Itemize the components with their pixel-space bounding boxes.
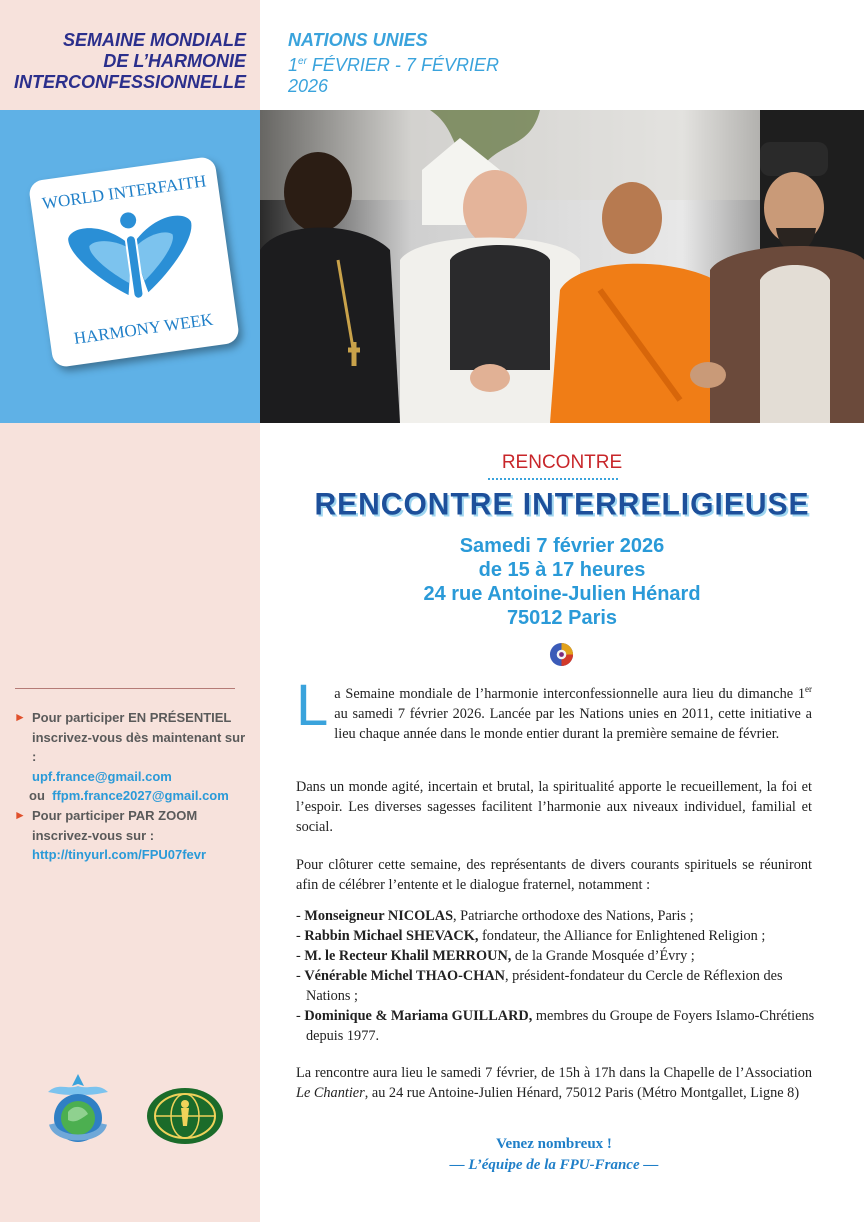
closing-signature [296, 1134, 812, 1176]
participant-desc: membres du Groupe de Foyers Islamo-Chrétiens depuis 1977. [306, 1008, 815, 1044]
zoom-heading: Pour participer PAR ZOOM [32, 808, 198, 823]
header-date-range [288, 51, 588, 76]
date-sup: er [298, 56, 307, 67]
un-style-globe-logo [144, 1086, 226, 1146]
event-address: 24 rue Antoine-Julien Hénard [423, 583, 701, 605]
participants-intro-paragraph: Pour clôturer cette semaine, des représentants de divers courants spirituels se réuniront afin de célébrer l’entente et le dialogue fraternel, notamment : [296, 857, 812, 893]
list-item: - Vénérable Michel THAO-CHAN, président-fondateur du Cercle de Réflexion des Nations ; [296, 968, 783, 1004]
drop-cap: L [296, 673, 329, 738]
zoom-registration [14, 806, 250, 865]
header-org: NATIONS UNIES [288, 30, 428, 50]
date-num: 1 [288, 55, 299, 75]
participant-name: M. le Recteur Khalil MERROUN, [304, 948, 512, 964]
religious-leaders-photo [260, 110, 864, 423]
event-title: RENCONTRE INTERRELIGIEUSE [314, 487, 810, 522]
venue-name: Le Chantier [296, 1085, 365, 1101]
event-time: de 15 à 17 heures [478, 559, 646, 581]
participant-name: Vénérable Michel THAO-CHAN [304, 968, 506, 984]
intro-sup: er [805, 684, 812, 694]
closing-team: — L’équipe de la FPU-France — [449, 1157, 659, 1173]
intro-text-a: a Semaine mondiale de l’harmonie interconfessionnelle aura lieu du dimanche 1 [334, 685, 805, 702]
zoom-link[interactable]: http://tinyurl.com/FPU07fevr [32, 847, 207, 862]
closing-invite: Venez nombreux ! [496, 1136, 612, 1152]
logo-top-text: WORLD INTERFAITH [40, 171, 208, 214]
email-link-ffpm[interactable]: ffpm.france2027@gmail.com [52, 788, 229, 803]
header-title [0, 30, 246, 93]
date-rest: FÉVRIER - 7 FÉVRIER [306, 55, 499, 75]
arrow-right-icon: ► [14, 710, 26, 724]
list-item: - Monseigneur NICOLAS, Patriarche orthodoxe des Nations, Paris ; [296, 908, 694, 924]
participants-list [296, 906, 816, 1046]
intro-text-b: au samedi 7 février 2026. Lancée par les Nations unies en 2011, cette initiative a lieu chaque année dans le monde entier durant la première semaine de février. [334, 705, 812, 742]
world-interfaith-logo [28, 156, 240, 368]
header-title-line: SEMAINE MONDIALE [62, 30, 246, 50]
list-item: - Dominique & Mariama GUILLARD, membres du Groupe de Foyers Islamo-Chrétiens depuis 1977. [296, 1008, 815, 1044]
in-person-registration [14, 708, 250, 806]
participant-desc: , président-fondateur du Cercle de Réflexion des Nations ; [306, 968, 783, 1004]
participant-desc: , Patriarche orthodoxe des Nations, Paris ; [453, 908, 694, 924]
list-item: - M. le Recteur Khalil MERROUN, de la Grande Mosquée d’Évry ; [296, 948, 695, 964]
event-info [260, 534, 864, 630]
kicker-dotted-underline [488, 478, 618, 480]
header-title-line: DE L’HARMONIE [103, 51, 246, 71]
venue-paragraph [296, 1063, 812, 1103]
logo-bottom-text: HARMONY WEEK [72, 309, 215, 349]
spirituality-paragraph: Dans un monde agité, incertain et brutal, la spiritualité apporte le recueillement, la foi et l’espoir. Les diverses sagesses facilitent l’harmonie aux niveaux individuel, familial et social. [296, 779, 812, 835]
participant-name: Rabbin Michael SHEVACK, [304, 928, 479, 944]
event-date: Samedi 7 février 2026 [459, 535, 665, 557]
arrow-right-icon: ► [14, 808, 26, 822]
participant-name: Dominique & Mariama GUILLARD, [304, 1008, 533, 1024]
venue-text-b: , au 24 rue Antoine-Julien Hénard, 75012 Paris (Métro Montgallet, Ligne 8) [364, 1085, 800, 1101]
zoom-instructions: inscrivez-vous sur : [32, 827, 155, 843]
peace-federation-logo [38, 1072, 118, 1150]
in-person-instructions: inscrivez-vous dès maintenant sur : [32, 729, 246, 764]
butterfly-icon [61, 197, 206, 314]
participant-desc: fondateur, the Alliance for Enlightened Religion ; [478, 928, 766, 944]
email-link-upf[interactable]: upf.france@gmail.com [32, 768, 172, 784]
harmony-emblem-icon [549, 642, 574, 667]
in-person-heading: Pour participer EN PRÉSENTIEL [32, 710, 232, 725]
participant-desc: de la Grande Mosquée d’Évry ; [511, 948, 695, 964]
header-title-line: INTERCONFESSIONNELLE [13, 72, 246, 92]
or-label: ou [29, 788, 45, 803]
participant-name: Monseigneur NICOLAS [304, 908, 454, 924]
event-kicker: RENCONTRE [501, 452, 623, 473]
venue-text-a: La rencontre aura lieu le samedi 7 février, de 15h à 17h dans la Chapelle de l’Association [296, 1065, 812, 1081]
header-year: 2026 [288, 76, 329, 96]
sidebar-divider [15, 688, 235, 689]
list-item: - Rabbin Michael SHEVACK, fondateur, the Alliance for Enlightened Religion ; [296, 928, 766, 944]
intro-paragraph [296, 673, 812, 744]
header-dates [288, 30, 588, 97]
event-city: 75012 Paris [506, 607, 618, 629]
